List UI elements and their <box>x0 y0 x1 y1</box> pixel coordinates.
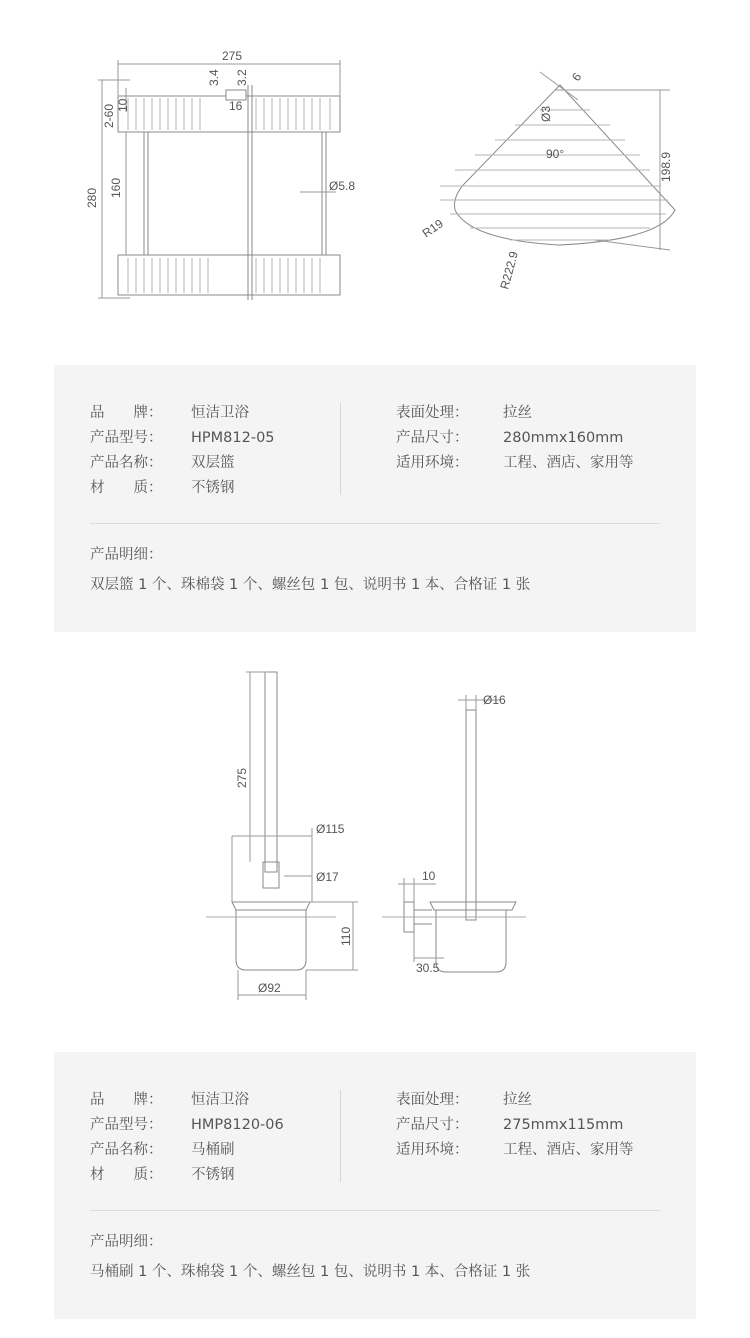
brush-cup-front <box>236 910 306 970</box>
spec-row-size <box>396 1113 666 1138</box>
spec-label: 产品名称： <box>90 455 163 471</box>
dim-mid-diameter: Ø17 <box>316 870 339 884</box>
brush-handle-side <box>466 710 476 920</box>
spec-label: 产品型号： <box>90 1117 163 1133</box>
lower-basket <box>118 255 340 295</box>
spec-label: 材 质： <box>90 480 163 496</box>
dim-handle-height: 275 <box>235 767 249 788</box>
dim-angle: 90° <box>546 147 565 161</box>
spec-row-brand <box>90 401 330 426</box>
dim-h2: 10 <box>116 98 130 112</box>
basket-drawing-svg <box>0 0 750 360</box>
spec-value: 275mmx115mm <box>503 1117 624 1133</box>
dim-depth: 198.9 <box>659 151 673 182</box>
detail-title: 产品明细： <box>90 1234 163 1250</box>
spec-row-finish <box>396 401 666 426</box>
brush-handle-front <box>265 672 277 872</box>
spec-row-size <box>396 426 666 451</box>
spec-value: 双层篮 <box>191 455 235 471</box>
dim-hole: Ø3 <box>539 105 553 122</box>
spec-row-model <box>90 426 330 451</box>
spec-label: 产品名称： <box>90 1142 163 1158</box>
spec-label: 材 质： <box>90 1167 163 1183</box>
spec-label: 产品型号： <box>90 430 163 446</box>
spec-value: 恒洁卫浴 <box>191 1092 249 1108</box>
dim-cup-height: 110 <box>339 926 353 946</box>
spec-label: 品 牌： <box>90 405 163 421</box>
product1-left-specs <box>90 401 330 501</box>
product1-spec-grid <box>90 401 660 497</box>
spec-value: 280mmx160mm <box>503 430 624 446</box>
product1-spec-panel <box>54 365 696 632</box>
dim-rod-diameter: Ø16 <box>483 693 506 707</box>
dim-width: 275 <box>222 49 243 63</box>
corner-basket-outline <box>455 85 675 245</box>
dim-total-height: 280 <box>85 187 99 208</box>
spec-label: 表面处理： <box>396 405 469 421</box>
dim-h1: 2-60 <box>102 103 116 128</box>
spec-row-environment <box>396 1138 666 1163</box>
detail-text: 双层篮 1 个、珠棉袋 1 个、螺丝包 1 包、说明书 1 本、合格证 1 张 <box>90 577 531 593</box>
column-divider <box>340 403 341 495</box>
column-divider <box>340 1090 341 1182</box>
product1-right-specs <box>396 401 666 476</box>
spec-label: 表面处理： <box>396 1092 469 1108</box>
section-divider <box>90 1210 660 1211</box>
spec-value: 不锈钢 <box>191 1167 235 1183</box>
spec-label: 产品尺寸： <box>396 1117 469 1133</box>
detail-title: 产品明细： <box>90 547 163 563</box>
detail-text: 马桶刷 1 个、珠棉袋 1 个、螺丝包 1 包、说明书 1 本、合格证 1 张 <box>90 1264 531 1280</box>
spec-row-name <box>90 1138 330 1163</box>
spec-value: 不锈钢 <box>191 480 235 496</box>
dim-rod: Ø5.8 <box>329 179 356 193</box>
dim-t3: 16 <box>229 99 243 113</box>
basket-technical-drawing <box>0 0 750 360</box>
spec-value: HMP8120-06 <box>191 1117 284 1133</box>
brush-technical-drawing <box>0 640 750 1050</box>
spec-value: 拉丝 <box>503 1092 532 1108</box>
brush-cup-side <box>436 910 506 972</box>
spec-label: 适用环境： <box>396 455 469 471</box>
spec-row-name <box>90 451 330 476</box>
product2-left-specs <box>90 1088 330 1188</box>
product2-spec-panel <box>54 1052 696 1319</box>
dim-gap: 160 <box>109 177 123 198</box>
spec-row-material <box>90 1163 330 1188</box>
dim-r-large: R222.9 <box>497 249 521 291</box>
spec-row-environment <box>396 451 666 476</box>
spec-value: 工程、酒店、家用等 <box>503 455 634 471</box>
product2-spec-grid <box>90 1088 660 1184</box>
dim-t2: 3.2 <box>235 69 249 86</box>
brush-drawing-svg <box>0 640 750 1050</box>
product2-right-specs <box>396 1088 666 1163</box>
spec-label: 产品尺寸： <box>396 430 469 446</box>
spec-label: 品 牌： <box>90 1092 163 1108</box>
spec-value: HPM812-05 <box>191 430 275 446</box>
spec-value: 恒洁卫浴 <box>191 405 249 421</box>
section-divider <box>90 523 660 524</box>
dim-top-diameter: Ø115 <box>316 822 345 836</box>
spec-row-finish <box>396 1088 666 1113</box>
spec-row-brand <box>90 1088 330 1113</box>
dim-base-diameter: Ø92 <box>258 981 281 995</box>
dim-plate-thickness: 10 <box>422 869 436 883</box>
dim-corner: 6 <box>568 70 585 84</box>
spec-row-model <box>90 1113 330 1138</box>
spec-label: 适用环境： <box>396 1142 469 1158</box>
dim-t1: 3.4 <box>207 69 221 86</box>
spec-value: 工程、酒店、家用等 <box>503 1142 634 1158</box>
dim-offset: 30.5 <box>416 961 440 975</box>
dim-r-small: R19 <box>419 216 446 241</box>
spec-value: 拉丝 <box>503 405 532 421</box>
spec-row-material <box>90 476 330 501</box>
corner-basket-wires <box>440 110 668 240</box>
lower-basket-slats <box>128 258 320 293</box>
spec-value: 马桶刷 <box>191 1142 235 1158</box>
